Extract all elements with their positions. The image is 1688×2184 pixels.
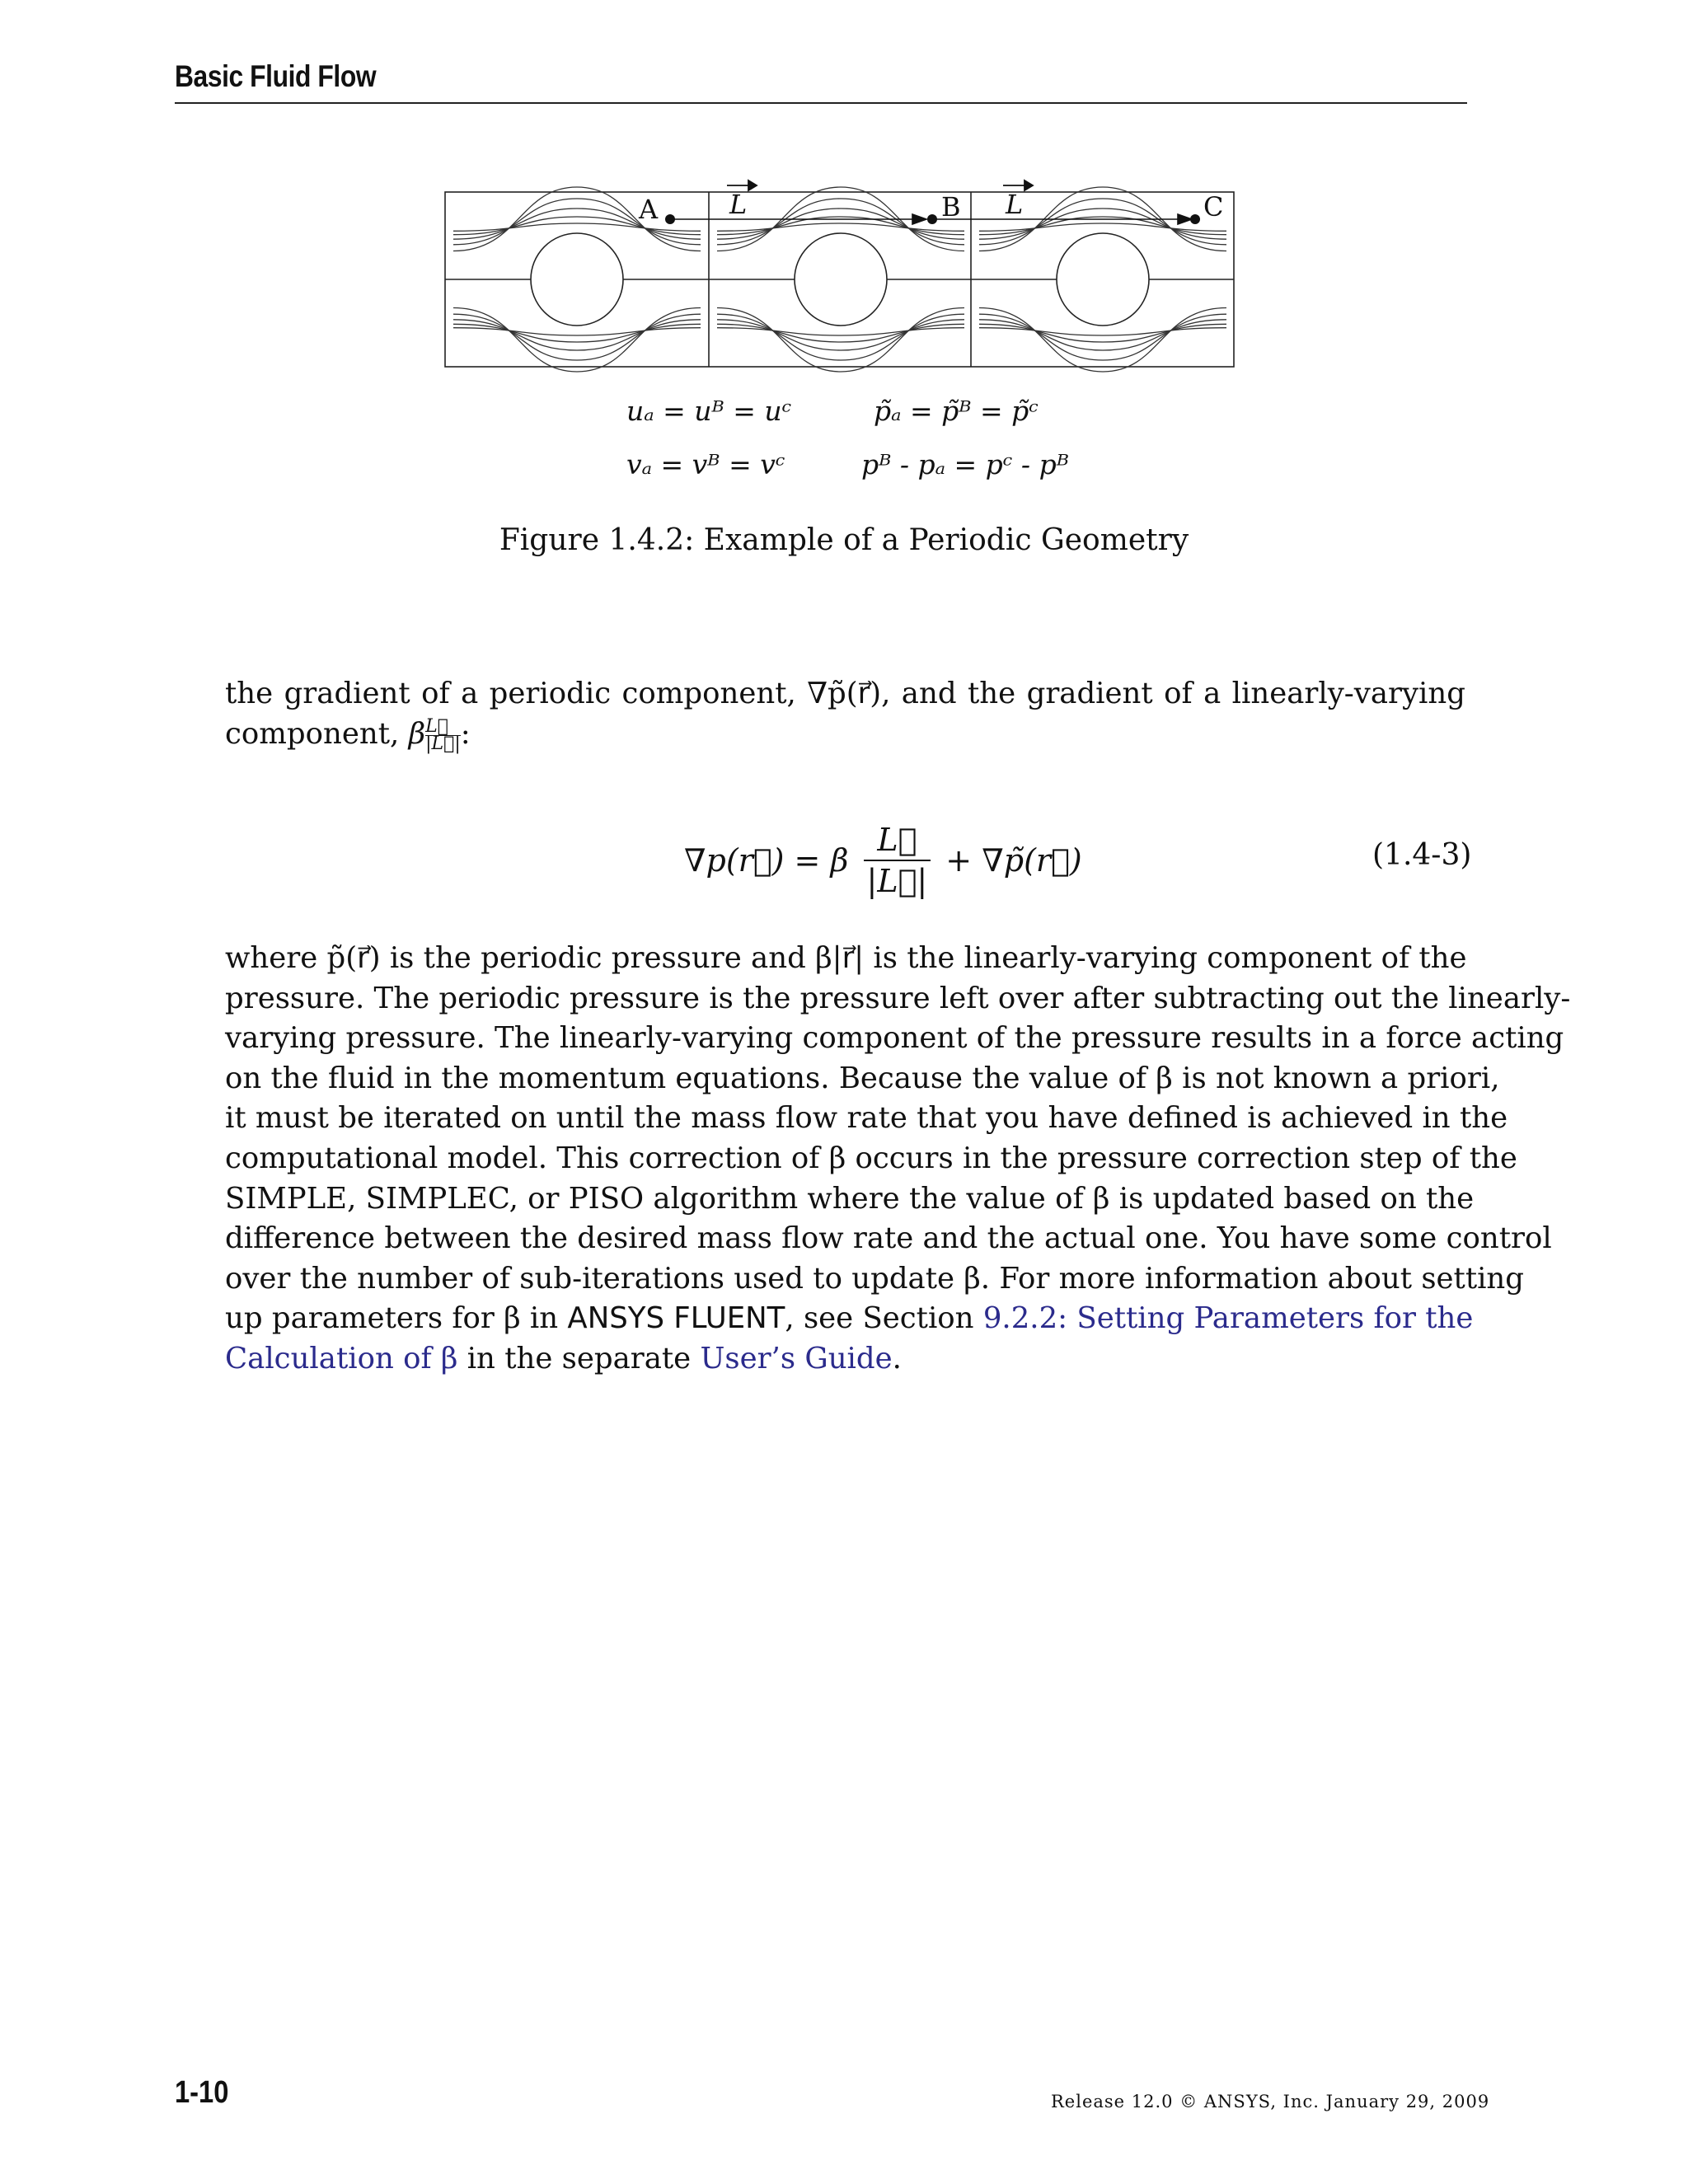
- vector-label-2: L: [1006, 189, 1024, 220]
- equation-u: uₐ = uᴮ = uᶜ: [626, 395, 792, 427]
- intro-fraction: $\frac{L⃗}{|L⃗|}$: [425, 715, 461, 754]
- point-label-b: B: [941, 191, 961, 223]
- body-line-8: difference between the desired mass flow rate and the actual one. You have some control: [225, 1221, 1552, 1256]
- body-line-1: where p̃(r⃗) is the periodic pressure and β|r⃗| is the linearly-varying component of the: [225, 941, 1467, 975]
- cylinder-1: [531, 233, 623, 326]
- equation-rhs: + ∇p̃(r⃗): [945, 842, 1082, 879]
- equation-ptilde: p̃ₐ = p̃ᴮ = p̃ᶜ: [874, 395, 1039, 427]
- body-line-9: over the number of sub-iterations used to update β. For more information about setting: [225, 1261, 1525, 1296]
- equation-v: vₐ = vᴮ = vᶜ: [626, 448, 785, 480]
- equation-pdiff: pᴮ - pₐ = pᶜ - pᴮ: [861, 448, 1069, 480]
- header-rule: [175, 102, 1467, 104]
- section-link-continued[interactable]: Calculation of β: [225, 1341, 458, 1376]
- section-link[interactable]: 9.2.2: Setting Parameters for the: [982, 1301, 1474, 1336]
- equation-1-4-3: [0, 804, 1688, 919]
- streamline: [979, 328, 1226, 335]
- body-paragraph: [225, 939, 1571, 1380]
- release-notice: Release 12.0 © ANSYS, Inc. January 29, 2009: [1051, 2092, 1490, 2111]
- figure-caption: Figure 1.4.2: Example of a Periodic Geometry: [499, 523, 1189, 557]
- equation-numerator: L⃗: [864, 820, 931, 861]
- intro-line-1: the gradient of a periodic component, ∇p̃(r⃗), and the gradient of a linearly-varying: [225, 677, 1465, 710]
- intro-line-2-text: component,: [225, 716, 409, 751]
- cylinder-2: [795, 233, 887, 326]
- intro-line-2: [225, 715, 1465, 755]
- point-A-marker: [665, 214, 675, 224]
- streamline: [453, 324, 701, 342]
- point-C-marker: [1190, 214, 1200, 224]
- body-line-6: computational model. This correction of β occurs in the pressure correction step of the: [225, 1141, 1517, 1175]
- point-B-marker: [927, 214, 937, 224]
- equation-body: [684, 820, 1082, 901]
- body-line-10: up parameters for β in ANSYS FLUENT, see Section 9.2.2: Setting Parameters for the: [225, 1301, 1474, 1336]
- equation-denominator: |L⃗|: [866, 863, 928, 899]
- vector-label-1: L: [729, 189, 748, 220]
- page-number: 1-10: [175, 2075, 229, 2110]
- streamline: [717, 223, 964, 231]
- body-line-4: on the fluid in the momentum equations. Because the value of β is not known a priori,: [225, 1061, 1500, 1095]
- point-label-a: A: [639, 194, 659, 225]
- users-guide-link[interactable]: User’s Guide: [700, 1341, 893, 1376]
- equation-fraction: [864, 820, 931, 901]
- streamline: [453, 223, 701, 231]
- product-name: ANSYS FLUENT: [567, 1301, 785, 1336]
- running-header: Basic Fluid Flow: [175, 59, 377, 93]
- periodic-geometry-figure: [437, 169, 1249, 499]
- body-line-5: it must be iterated on until the mass flow rate that you have defined is achieved in the: [225, 1101, 1508, 1136]
- streamline: [979, 223, 1226, 231]
- point-label-c: C: [1203, 191, 1224, 223]
- body-line-7: SIMPLE, SIMPLEC, or PISO algorithm where the value of β is updated based on the: [225, 1181, 1475, 1216]
- intro-line-2-end: :: [460, 716, 471, 751]
- streamline: [979, 324, 1226, 342]
- streamline: [717, 324, 964, 342]
- intro-paragraph: [225, 674, 1465, 754]
- body-line-3: varying pressure. The linearly-varying component of the pressure results in a force acting: [225, 1021, 1564, 1056]
- cylinder-3: [1057, 233, 1149, 326]
- body-line-2: pressure. The periodic pressure is the pressure left over after subtracting out the linearly-: [225, 981, 1571, 1015]
- intro-beta: β: [408, 716, 426, 751]
- streamline: [717, 328, 964, 335]
- body-line-11: Calculation of β in the separate User’s Guide.: [225, 1341, 902, 1376]
- equation-lhs: ∇p(r⃗) = β: [684, 842, 849, 879]
- streamline: [453, 217, 701, 235]
- streamline: [453, 328, 701, 335]
- equation-number: (1.4-3): [1372, 838, 1472, 872]
